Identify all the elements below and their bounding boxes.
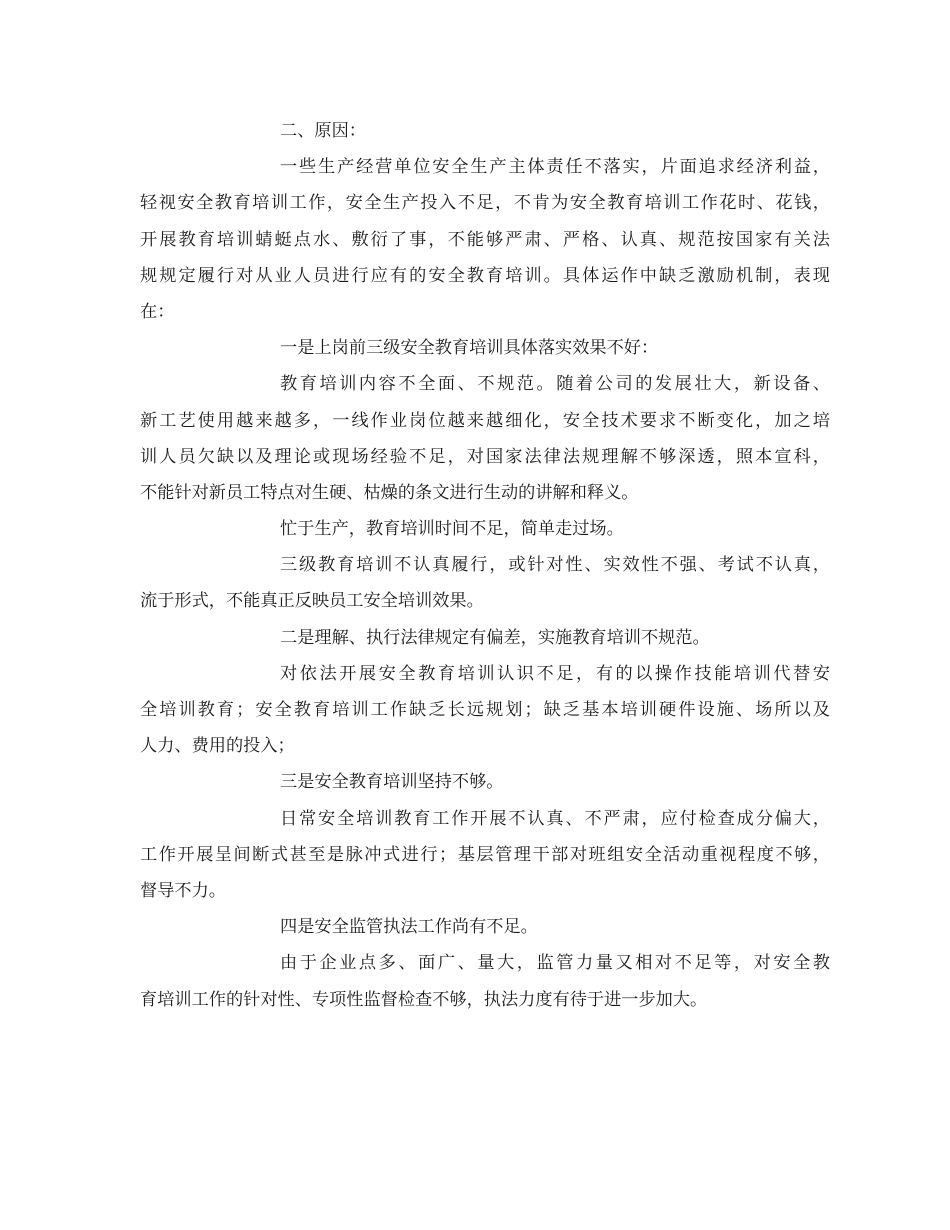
text-line: 全培训教育；安全教育培训工作缺乏长远规划；缺乏基本培训硬件设施、场所以及: [140, 700, 830, 720]
text-line: 不能针对新员工特点对生硬、枯燥的条文进行生动的讲解和释义。: [140, 482, 639, 503]
text-line: 工作开展呈间断式甚至是脉冲式进行；基层管理干部对班组安全活动重视程度不够，: [140, 844, 830, 865]
document-body: [140, 113, 830, 1018]
text-line: 训人员欠缺以及理论或现场经验不足，对国家法律法规理解不够深透，照本宣科，: [140, 446, 830, 467]
text-line: 流于形式，不能真正反映员工安全培训效果。: [140, 591, 484, 612]
text-line: 规规定履行对从业人员进行应有的安全教育培训。具体运作中缺乏激励机制，表现: [140, 265, 830, 286]
text-line: 开展教育培训蜻蜓点水、敷衍了事，不能够严肃、严格、认真、规范按国家有关法: [140, 229, 830, 250]
text-line: 三级教育培训不认真履行，或针对性、实效性不强、考试不认真，: [280, 555, 830, 576]
text-line: 一些生产经营单位安全生产主体责任不落实，片面追求经济利益，: [280, 157, 830, 178]
text-line: 忙于生产，教育培训时间不足，简单走过场。: [280, 519, 624, 540]
text-line: 一是上岗前三级安全教育培训具体落实效果不好：: [280, 338, 659, 359]
text-line: 在：: [140, 301, 175, 322]
text-line: 日常安全培训教育工作开展不认真、不严肃，应付检查成分偏大，: [280, 808, 830, 829]
text-line: 人力、费用的投入；: [140, 736, 295, 757]
text-line: 二、原因：: [280, 121, 366, 141]
text-line: 由于企业点多、面广、量大，监管力量又相对不足等，对安全教: [280, 953, 830, 974]
text-line: 四是安全监管执法工作尚有不足。: [280, 917, 538, 938]
text-line: 对依法开展安全教育培训认识不足，有的以操作技能培训代替安: [280, 663, 830, 684]
text-line: 教育培训内容不全面、不规范。随着公司的发展壮大，新设备、: [280, 374, 830, 395]
text-line: 三是安全教育培训坚持不够。: [280, 772, 504, 793]
text-line: 轻视安全教育培训工作，安全生产投入不足，不肯为安全教育培训工作花时、花钱，: [140, 193, 830, 214]
text-line: 督导不力。: [140, 880, 226, 901]
text-line: 育培训工作的针对性、专项性监督检查不够，执法力度有待于进一步加大。: [140, 989, 708, 1010]
text-line: 新工艺使用越来越多，一线作业岗位越来越细化，安全技术要求不断变化，加之培: [140, 410, 830, 431]
text-line: 二是理解、执行法律规定有偏差，实施教育培训不规范。: [280, 627, 710, 648]
